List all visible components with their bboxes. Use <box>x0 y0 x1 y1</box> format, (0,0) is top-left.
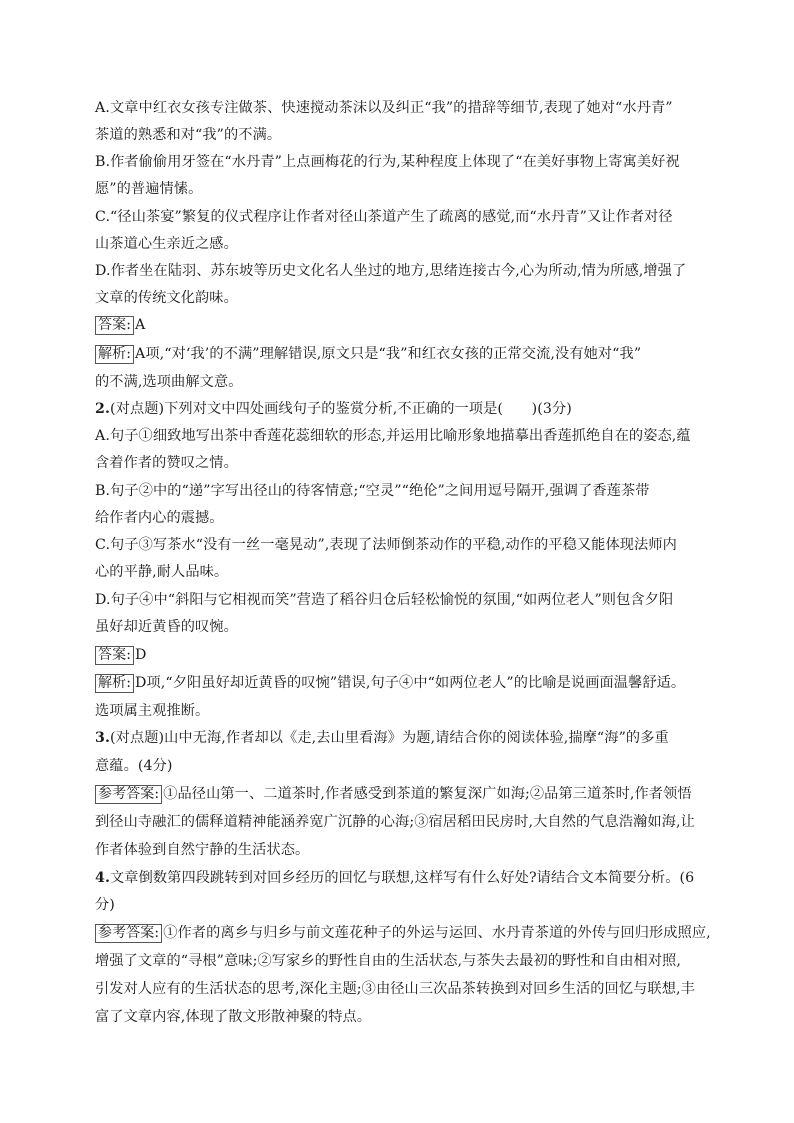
analysis-text: D项,“夕阳虽好却近黄昏的叹惋”错误,句子④中“如两位老人”的比喻是说画面温馨舒适。 <box>135 675 686 691</box>
q1-option-d-line1: D.作者坐在陆羽、苏东坡等历史文化名人坐过的地方,思绪连接古今,心为所动,情为所感,增强了 <box>95 263 687 279</box>
answer-2 <box>95 645 735 665</box>
q1-option-a-line1: A.文章中红衣女孩专注做茶、快速搅动茶沫以及纠正“我”的措辞等细节,表现了她对“水丹青” <box>95 100 673 116</box>
question-number: 3. <box>95 730 111 746</box>
reference-answer-text: ①品径山第一、二道茶时,作者感受到茶道的繁复深广如海;②品第三道茶时,作者领悟 <box>163 786 692 802</box>
reference-answer-text: ①作者的离乡与归乡与前文莲花种子的外运与运回、水丹青茶道的外传与回归形成照应, <box>163 925 711 941</box>
question-4-line1 <box>95 868 735 888</box>
analysis-1-line2: 的不满,选项曲解文意。 <box>95 374 243 390</box>
analysis-2-line1 <box>95 673 735 693</box>
q1-option-b-line1: B.作者偷偷用牙签在“水丹青”上点画梅花的行为,某种程度上体现了“在美好事物上寄寓美好祝 <box>95 154 680 170</box>
question-4-line2: 分) <box>95 897 115 913</box>
analysis-2-line2: 选项属主观推断。 <box>95 703 210 719</box>
answer-label: 答案: <box>95 646 134 665</box>
analysis-1-line1 <box>95 344 735 364</box>
question-3-line2: 意蕴。(4分) <box>95 758 173 774</box>
reference-answer-3-line3: 作者体验到自然宁静的生活状态。 <box>95 842 310 858</box>
q2-option-d-line1: D.句子④中“斜阳与它相视而笑”营造了稻谷归仓后轻松愉悦的氛围,“如两位老人”则包含夕阳 <box>95 592 674 608</box>
question-2 <box>95 399 735 419</box>
question-text: (对点题)山中无海,作者却以《走,去山里看海》为题,请结合你的阅读体验,揣摩“海”的多重 <box>110 730 669 746</box>
q1-option-d-line2: 文章的传统文化韵味。 <box>95 290 238 306</box>
q2-option-b-line1: B.句子②中的“递”字写出径山的待客情意;“空灵”“绝伦”之间用逗号隔开,强调了香莲茶带 <box>95 483 650 499</box>
reference-answer-label: 参考答案: <box>95 785 162 804</box>
reference-answer-3-line2: 到径山寺融汇的儒释道精神能涵养宽广沉静的心海;③宿居稻田民房时,大自然的气息浩瀚如海,让 <box>95 814 695 830</box>
analysis-label: 解析: <box>95 674 134 693</box>
q2-option-a-line1: A.句子①细致地写出茶中香莲花蕊细软的形态,并运用比喻形象地描摹出香莲抓绝自在的姿态,蕴 <box>95 428 691 444</box>
reference-answer-3-line1 <box>95 784 735 804</box>
question-number: 4. <box>95 870 111 886</box>
q1-option-c-line2: 山茶道心生亲近之感。 <box>95 236 238 252</box>
analysis-text: A项,“对‘我’的不满”理解错误,原文只是“我”和红衣女孩的正常交流,没有她对“我” <box>135 346 642 362</box>
q2-option-c-line2: 心的平静,耐人品味。 <box>95 564 229 580</box>
q2-option-a-line2: 含着作者的赞叹之情。 <box>95 455 238 471</box>
reference-answer-4-line4: 富了文章内容,体现了散文形散神聚的特点。 <box>95 1009 372 1025</box>
question-text: 文章倒数第四段跳转到对回乡经历的回忆与联想,这样写有什么好处?请结合文本简要分析。(6 <box>110 870 695 886</box>
q1-option-a-line2: 茶道的熟悉和对“我”的不满。 <box>95 127 282 143</box>
question-3-line1 <box>95 728 735 748</box>
question-number: 2. <box>95 401 111 417</box>
q2-option-b-line2: 给作者内心的震撼。 <box>95 510 224 526</box>
analysis-label: 解析: <box>95 345 134 364</box>
q1-option-c-line1: C.“径山茶宴”繁复的仪式程序让作者对径山茶道产生了疏离的感觉,而“水丹青”又让作者对径 <box>95 209 673 225</box>
reference-answer-4-line1 <box>95 923 735 943</box>
answer-label: 答案: <box>95 316 134 335</box>
q1-option-b-line2: 愿”的普遍情愫。 <box>95 181 203 197</box>
q2-option-c-line1: C.句子③写茶水“没有一丝一毫晃动”,表现了法师倒茶动作的平稳,动作的平稳又能体现法师内 <box>95 537 677 553</box>
question-text: (对点题)下列对文中四处画线句子的鉴赏分析,不正确的一项是( )(3分) <box>110 401 572 417</box>
q2-option-d-line2: 虽好却近黄昏的叹惋。 <box>95 619 238 635</box>
reference-answer-4-line2: 增强了文章的“寻根”意味;②写家乡的野性自由的生活状态,与茶失去最初的野性和自由相对照, <box>95 953 682 969</box>
reference-answer-4-line3: 引发对人应有的生活状态的思考,深化主题;③由径山三次品茶转换到对回乡生活的回忆与联想,丰 <box>95 981 695 997</box>
answer-value: A <box>135 317 146 333</box>
answer-value: D <box>135 647 147 663</box>
answer-1 <box>95 315 735 335</box>
reference-answer-label: 参考答案: <box>95 924 162 943</box>
